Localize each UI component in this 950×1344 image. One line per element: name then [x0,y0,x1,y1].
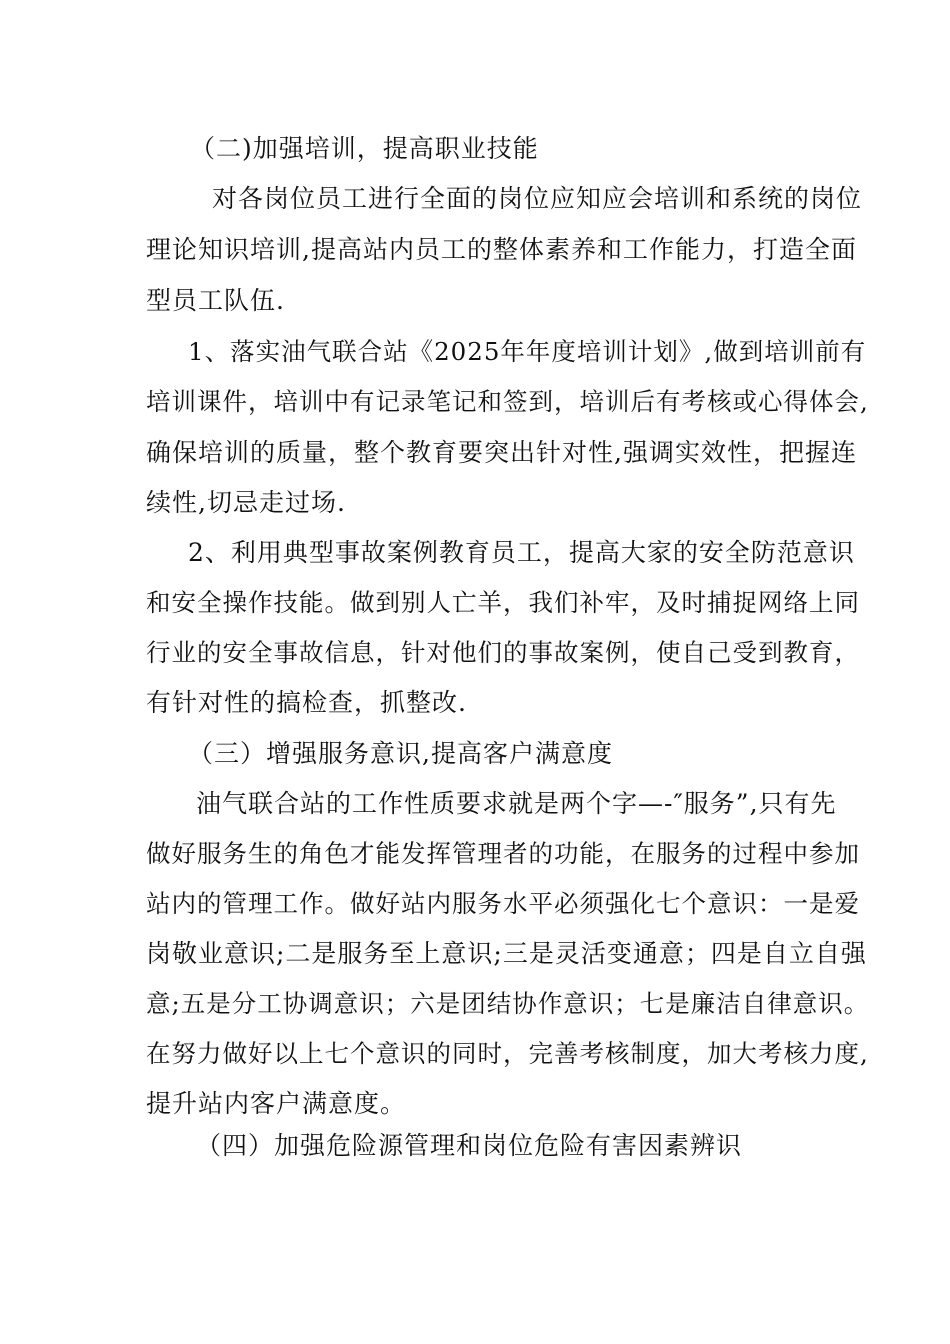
list-item-2-line: 有针对性的搞检查，抓整改. [146,688,467,717]
list-item-1-line: 续性,切忌走过场. [146,488,346,517]
section-heading-3: （三）增强服务意识,提高客户满意度 [188,739,613,768]
list-item-2-line: 和安全操作技能。做到别人亡羊，我们补牢，及时捕捉网络上同 [146,588,860,617]
paragraph-line: 型员工队伍. [146,286,285,315]
list-item-1-line: 培训课件，培训中有记录笔记和签到，培训后有考核或心得体会, [146,387,869,416]
paragraph-line: 油气联合站的工作性质要求就是两个字—-″服务”,只有先 [196,789,837,818]
paragraph-line: 在努力做好以上七个意识的同时，完善考核制度，加大考核力度, [146,1039,869,1068]
paragraph-line: 对各岗位员工进行全面的岗位应知应会培训和系统的岗位 [212,184,863,213]
list-item-2-line: 2、利用典型事故案例教育员工，提高大家的安全防范意识 [188,538,855,567]
paragraph-line: 做好服务生的角色才能发挥管理者的功能，在服务的过程中参加 [146,839,860,868]
section-heading-2: （二)加强培训，提高职业技能 [190,134,539,163]
section-heading-4: （四）加强危险源管理和岗位危险有害因素辨识 [196,1131,743,1160]
list-item-1-line: 1、落实油气联合站《2025年年度培训计划》,做到培训前有 [188,337,867,366]
paragraph-line: 岗敬业意识;二是服务至上意识;三是灵活变通意；四是自立自强 [146,939,867,968]
paragraph-line: 意;五是分工协调意识；六是团结协作意识；七是廉洁自律意识。 [146,989,870,1018]
paragraph-line: 站内的管理工作。做好站内服务水平必须强化七个意识：一是爱 [146,889,860,918]
paragraph-line: 理论知识培训,提高站内员工的整体素养和工作能力，打造全面 [146,235,857,264]
paragraph-line: 提升站内客户满意度。 [146,1089,407,1118]
list-item-2-line: 行业的安全事故信息，针对他们的事故案例，使自己受到教育， [146,638,860,667]
list-item-1-line: 确保培训的质量，整个教育要突出针对性,强调实效性，把握连 [146,438,857,467]
